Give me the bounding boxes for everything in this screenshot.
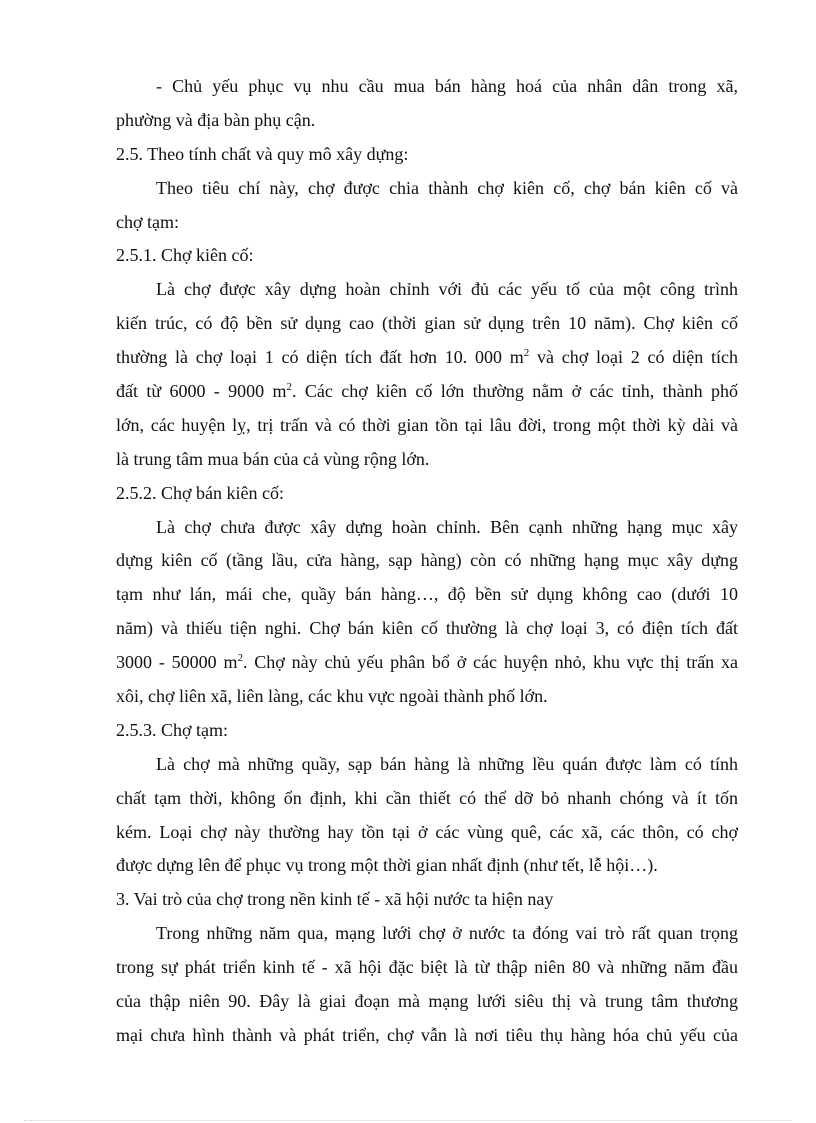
superscript-2: 2: [523, 347, 530, 360]
para-2-5-1-line-5: lớn, các huyện lỵ, trị trấn và có thời gian tồn tại lâu đời, trong một thời kỳ dài và: [116, 414, 738, 435]
para-2-5-1-line-6: là trung tâm mua bán của cả vùng rộng lớn.: [116, 448, 430, 469]
para-2-5-3-line-1: Là chợ mà những quầy, sạp bán hàng là những lều quán được làm có tính: [156, 753, 738, 774]
para-2-5-2-line-6: xôi, chợ liên xã, liên làng, các khu vực ngoài thành phố lớn.: [116, 686, 548, 707]
superscript-2: 2: [286, 381, 293, 394]
superscript-2: 2: [237, 652, 243, 665]
para-2-5-1-line-4: [116, 375, 738, 409]
para-2-5-1-line-3-text-b: và chợ loại 2 có diện tích: [529, 347, 738, 368]
para-2-5-1-line-4-text-a: đất từ 6000 - 9000 m: [116, 381, 287, 402]
para-2-5-1-line-1: Là chợ được xây dựng hoàn chỉnh với đủ các yếu tố của một công trình: [156, 279, 738, 300]
para-2-5-2-line-3: tạm như lán, mái che, quầy bán hàng…, độ bền sử dụng không cao (dưới 10: [116, 584, 738, 605]
para-2-5-2-line-5-text-a: 3000 - 50000 m: [116, 652, 238, 673]
para-2-5-1-line-2: kiến trúc, có độ bền sử dụng cao (thời gian sử dụng trên 10 năm). Chợ kiên cố: [116, 313, 738, 334]
para-3-line-3: của thập niên 90. Đây là giai đoạn mà mạng lưới siêu thị và trung tâm thương: [116, 991, 738, 1012]
page-bottom-divider: [24, 1120, 792, 1121]
para-2-5-3-line-2: chất tạm thời, không ổn định, khi cần thiết có thể dỡ bỏ nhanh chóng và ít tốn: [116, 787, 738, 808]
para-2-5-1-line-4-text-b: . Các chợ kiên cố lớn thường nằm ở các tỉnh, thành phố: [292, 381, 738, 402]
para-2-5-line-2: chợ tạm:: [116, 211, 179, 232]
para-2-5-2-line-5: [116, 646, 738, 680]
para-2-5-3-line-3: kém. Loại chợ này thường hay tồn tại ở các vùng quê, các xã, các thôn, có chợ: [116, 821, 738, 842]
para-3-line-2: trong sự phát triển kinh tế - xã hội đặc biệt là từ thập niên 80 và những năm đầu: [116, 957, 738, 978]
para-2-5-line-1: Theo tiêu chí này, chợ được chia thành chợ kiên cố, chợ bán kiên cố và: [156, 177, 738, 198]
section-heading-2-5: 2.5. Theo tính chất và quy mô xây dựng:: [116, 143, 409, 164]
para-2-5-1-line-3-text-a: thường là chợ loại 1 có diện tích đất hơn 10. 000 m: [116, 347, 524, 368]
para-3-line-4: mại chưa hình thành và phát triển, chợ vẫn là nơi tiêu thụ hàng hóa chủ yếu của: [116, 1024, 738, 1045]
section-heading-2-5-3: 2.5.3. Chợ tạm:: [116, 719, 229, 740]
section-heading-2-5-2: 2.5.2. Chợ bán kiên cố:: [116, 482, 284, 503]
section-heading-3: 3. Vai trò của chợ trong nền kinh tế - xã hội nước ta hiện nay: [116, 889, 554, 910]
para-3-line-1: Trong những năm qua, mạng lưới chợ ở nước ta đóng vai trò rất quan trọng: [156, 923, 738, 944]
para-2-5-2-line-4: năm) và thiếu tiện nghi. Chợ bán kiên cố thường là chợ loại 3, có điện tích đất: [116, 618, 738, 639]
para-2-5-3-line-4: được dựng lên để phục vụ trong một thời gian nhất định (như tết, lễ hội…).: [116, 855, 658, 876]
bullet-para-line-1: - Chủ yếu phục vụ nhu cầu mua bán hàng hoá của nhân dân trong xã,: [156, 76, 738, 96]
document-page: [116, 70, 738, 1053]
bullet-para-line-2: phường và địa bàn phụ cận.: [116, 109, 316, 130]
para-2-5-2-line-1: Là chợ chưa được xây dựng hoàn chỉnh. Bên cạnh những hạng mục xây: [156, 516, 738, 537]
para-2-5-2-line-2: dựng kiên cố (tầng lầu, cửa hàng, sạp hàng) còn có những hạng mục xây dựng: [116, 550, 738, 571]
para-2-5-2-line-5-text-b: . Chợ này chủ yếu phân bổ ở các huyện nhỏ, khu vực thị trấn xa: [242, 652, 738, 673]
section-heading-2-5-1: 2.5.1. Chợ kiên cố:: [116, 245, 254, 266]
para-2-5-1-line-3: [116, 341, 738, 375]
